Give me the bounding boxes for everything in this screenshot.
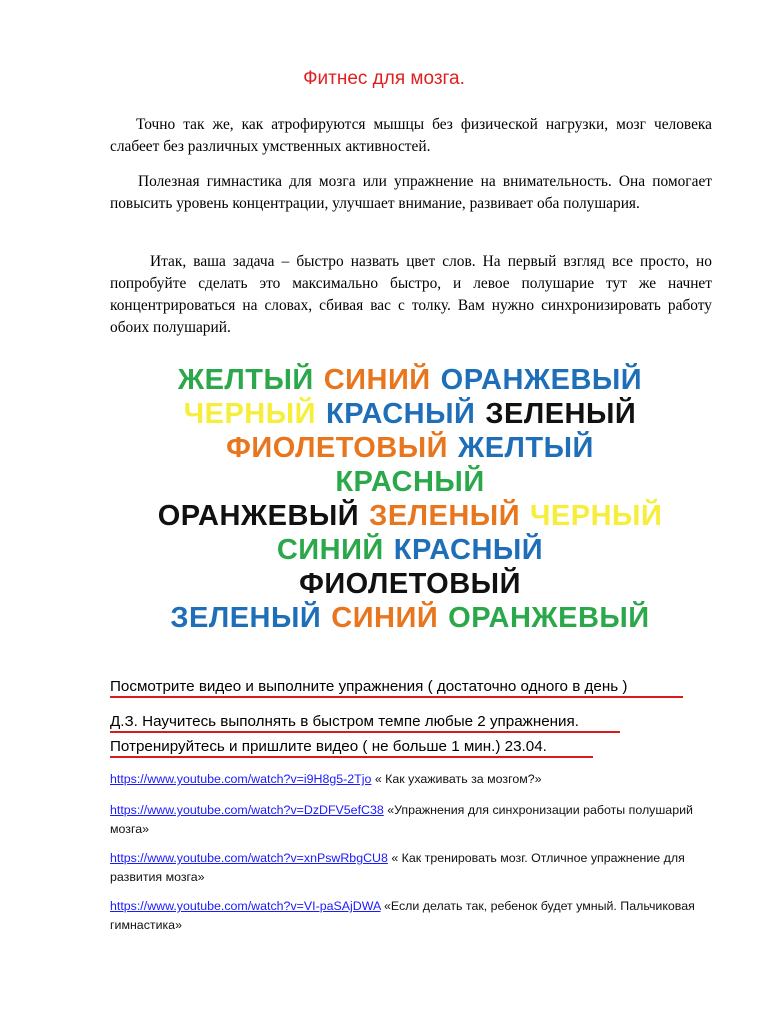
video-link-description: « Как тренировать мозг. Отличное упражнение для развития мозга» xyxy=(110,851,685,884)
word-row xyxy=(90,499,730,533)
word-row xyxy=(90,363,730,397)
homework-underline-2 xyxy=(110,731,620,733)
word-row xyxy=(90,601,730,635)
stroop-color-words xyxy=(90,363,730,635)
homework-send-video: Потренируйтесь и пришлите видео ( не больше 1 мин.) 23.04. xyxy=(110,738,547,755)
color-word: ЗЕЛЕНЫЙ xyxy=(170,602,322,634)
video-link[interactable]: https://www.youtube.com/watch?v=DzDFV5efC38 xyxy=(110,803,384,817)
video-link-description: «Если делать так, ребенок будет умный. Пальчиковая гимнастика» xyxy=(110,899,695,932)
video-link-item xyxy=(110,897,710,935)
video-link-item xyxy=(110,770,710,789)
color-word: ФИОЛЕТОВЫЙ xyxy=(299,568,521,600)
word-row xyxy=(90,465,730,499)
video-link-description: « Как ухаживать за мозгом?» xyxy=(371,772,542,786)
color-word: ЖЕЛТЫЙ xyxy=(458,432,594,464)
word-row xyxy=(90,431,730,465)
color-word: ЗЕЛЕНЫЙ xyxy=(369,500,521,532)
video-link-item xyxy=(110,801,710,839)
word-row xyxy=(90,533,730,567)
color-word: ОРАНЖЕВЫЙ xyxy=(440,364,643,396)
homework-assignment: Д.З. Научитесь выполнять в быстром темпе любые 2 упражнения. xyxy=(110,713,579,730)
video-link[interactable]: https://www.youtube.com/watch?v=VI-paSAjDWA xyxy=(110,899,381,913)
homework-watch-video: Посмотрите видео и выполните упражнения ( достаточно одного в день ) xyxy=(110,678,628,695)
color-word: ЖЕЛТЫЙ xyxy=(177,364,314,396)
gymnastics-paragraph: Полезная гимнастика для мозга или упражнение на внимательность. Она помогает повысить уровень концентрации, улучшает внимание, развивает оба полушария. xyxy=(110,173,712,212)
color-word: СИНИЙ xyxy=(323,364,431,396)
color-word: КРАСНЫЙ xyxy=(326,398,476,430)
color-word: ОРАНЖЕВЫЙ xyxy=(157,500,360,532)
color-word: КРАСНЫЙ xyxy=(335,466,485,498)
color-word: КРАСНЫЙ xyxy=(393,534,544,566)
task-paragraph: Итак, ваша задача – быстро назвать цвет слов. На первый взгляд все просто, но попробуйте сделать это максимально быстро, и левое полушарие тут же начнет концентрироваться на словах, сбивая вас с толку. Вам нужно синхронизировать работу обоих полушарий. xyxy=(110,253,712,336)
color-word: ЗЕЛЕНЫЙ xyxy=(485,398,637,430)
color-word: ФИОЛЕТОВЫЙ xyxy=(226,432,448,464)
document-title: Фитнес для мозга. xyxy=(303,68,465,89)
color-word: СИНИЙ xyxy=(276,534,384,566)
word-row xyxy=(90,567,730,601)
video-link[interactable]: https://www.youtube.com/watch?v=xnPswRbgCU8 xyxy=(110,851,388,865)
video-links-list xyxy=(110,770,710,945)
intro-paragraph: Точно так же, как атрофируются мышцы без физической нагрузки, мозг человека слабеет без различных умственных активностей. xyxy=(110,116,712,155)
video-link-description: «Упражнения для синхронизации работы полушарий мозга» xyxy=(110,803,693,836)
homework-underline-3 xyxy=(110,756,593,758)
color-word: ОРАНЖЕВЫЙ xyxy=(448,602,650,634)
homework-underline-1 xyxy=(110,696,683,698)
video-link-item xyxy=(110,849,710,887)
color-word: ЧЕРНЫЙ xyxy=(530,500,663,532)
word-row xyxy=(90,397,730,431)
color-word: ЧЕРНЫЙ xyxy=(183,398,316,430)
video-link[interactable]: https://www.youtube.com/watch?v=i9H8g5-2Tjo xyxy=(110,772,372,786)
color-word: СИНИЙ xyxy=(331,602,439,634)
